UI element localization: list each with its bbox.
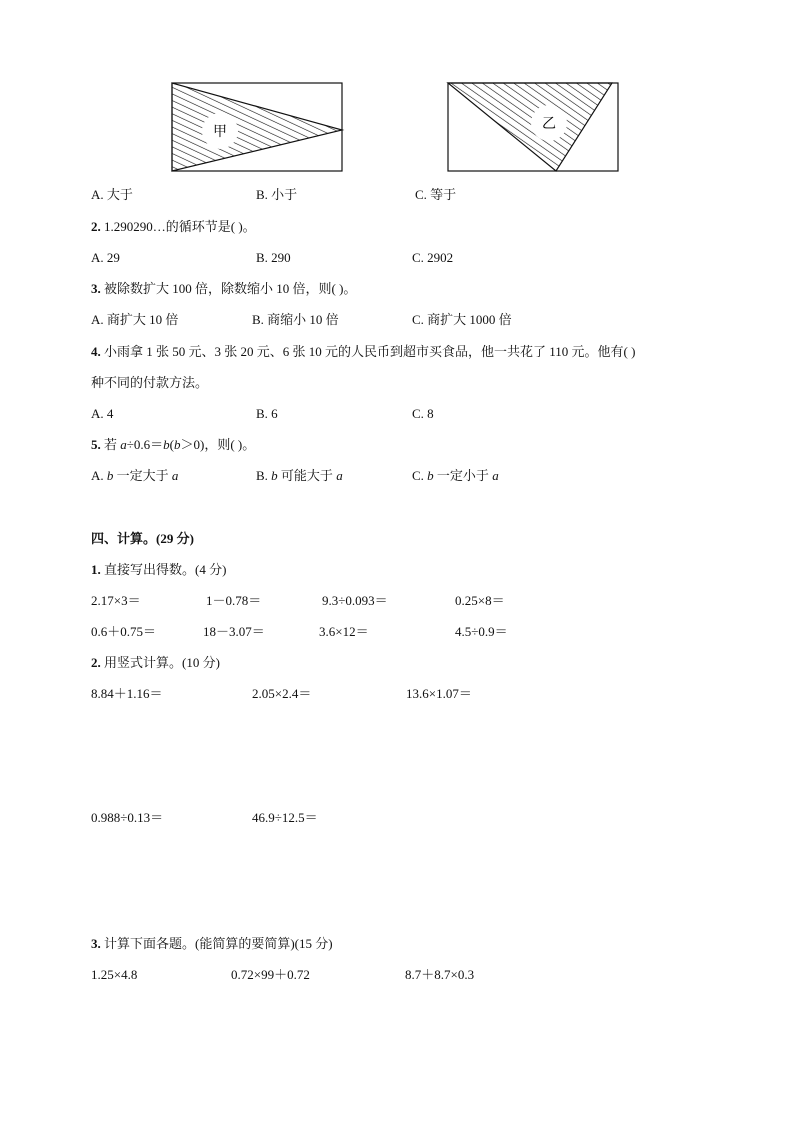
q3-option-b: B. 商缩小 10 倍 [252, 312, 339, 327]
p1-item: 4.5÷0.9＝ [455, 624, 508, 639]
p2-item: 46.9÷12.5＝ [252, 810, 318, 825]
q4-number: 4. [91, 344, 101, 359]
q2-option-b: B. 290 [256, 250, 291, 265]
p1-item: 0.25×8＝ [455, 593, 505, 608]
figure-jia [170, 80, 346, 176]
p3-text: 计算下面各题。(能简算的要简算)(15 分) [100, 936, 333, 951]
p2-number: 2. [91, 655, 101, 670]
figure-yi-label: 乙 [542, 116, 556, 132]
q2-number: 2. [91, 219, 101, 234]
p1-item: 2.17×3＝ [91, 593, 141, 608]
q4-stem-line2: 种不同的付款方法。 [91, 375, 209, 390]
p2-item: 13.6×1.07＝ [406, 686, 472, 701]
q5-option-a: A. b 一定大于 a [91, 468, 179, 483]
p1-item: 9.3÷0.093＝ [322, 593, 388, 608]
q2-option-a: A. 29 [91, 250, 120, 265]
q3-stem [91, 281, 356, 297]
q1-option-a: A. 大于 [91, 187, 133, 202]
p1-text: 直接写出得数。(4 分) [100, 562, 227, 577]
q3-number: 3. [91, 281, 101, 296]
p1-item: 1－0.78＝ [206, 593, 262, 608]
q4-text-line1: 小雨拿 1 张 50 元、3 张 20 元、6 张 10 元的人民币到超市买食品，他一共花了 110 元。他有( ) [100, 344, 636, 359]
q4-option-c: C. 8 [412, 406, 434, 421]
q5-option-b: B. b 可能大于 a [256, 468, 343, 483]
p3-item: 1.25×4.8 [91, 967, 138, 982]
figure-jia-triangle [172, 83, 342, 171]
figure-yi [446, 80, 622, 176]
p2-item: 2.05×2.4＝ [252, 686, 312, 701]
figure-yi-triangle [448, 83, 612, 171]
p2-item: 8.84＋1.16＝ [91, 686, 163, 701]
q5-number: 5. [91, 437, 101, 452]
q4-option-b: B. 6 [256, 406, 278, 421]
q2-option-c: C. 2902 [412, 250, 454, 265]
p1-item: 0.6＋0.75＝ [91, 624, 157, 639]
q4-option-a: A. 4 [91, 406, 114, 421]
p2-text: 用竖式计算。(10 分) [100, 655, 220, 670]
p1-number: 1. [91, 562, 101, 577]
p1-heading [91, 562, 226, 578]
q5-stem: 5. 若 a÷0.6＝b(b＞0)，则( )。 [91, 437, 256, 452]
p2-heading [91, 655, 220, 671]
p2-item: 0.988÷0.13＝ [91, 810, 164, 825]
p3-item: 0.72×99＋0.72 [231, 967, 310, 982]
p3-number: 3. [91, 936, 101, 951]
q1-option-b: B. 小于 [256, 187, 298, 202]
p3-heading [91, 936, 333, 952]
q4-stem-line1 [91, 344, 635, 360]
q1-option-c: C. 等于 [415, 187, 457, 202]
q5-option-c: C. b 一定小于 a [412, 468, 499, 483]
p1-item: 18－3.07＝ [203, 624, 265, 639]
p3-item: 8.7＋8.7×0.3 [405, 967, 475, 982]
p1-item: 3.6×12＝ [319, 624, 369, 639]
q2-stem [91, 219, 256, 235]
q3-option-a: A. 商扩大 10 倍 [91, 312, 179, 327]
q3-option-c: C. 商扩大 1000 倍 [412, 312, 512, 327]
q2-text: 1.290290…的循环节是( )。 [100, 219, 256, 234]
figure-jia-label: 甲 [213, 124, 227, 140]
q3-text: 被除数扩大 100 倍，除数缩小 10 倍，则( )。 [100, 281, 357, 296]
section-title: 四、计算。(29 分) [91, 531, 194, 546]
